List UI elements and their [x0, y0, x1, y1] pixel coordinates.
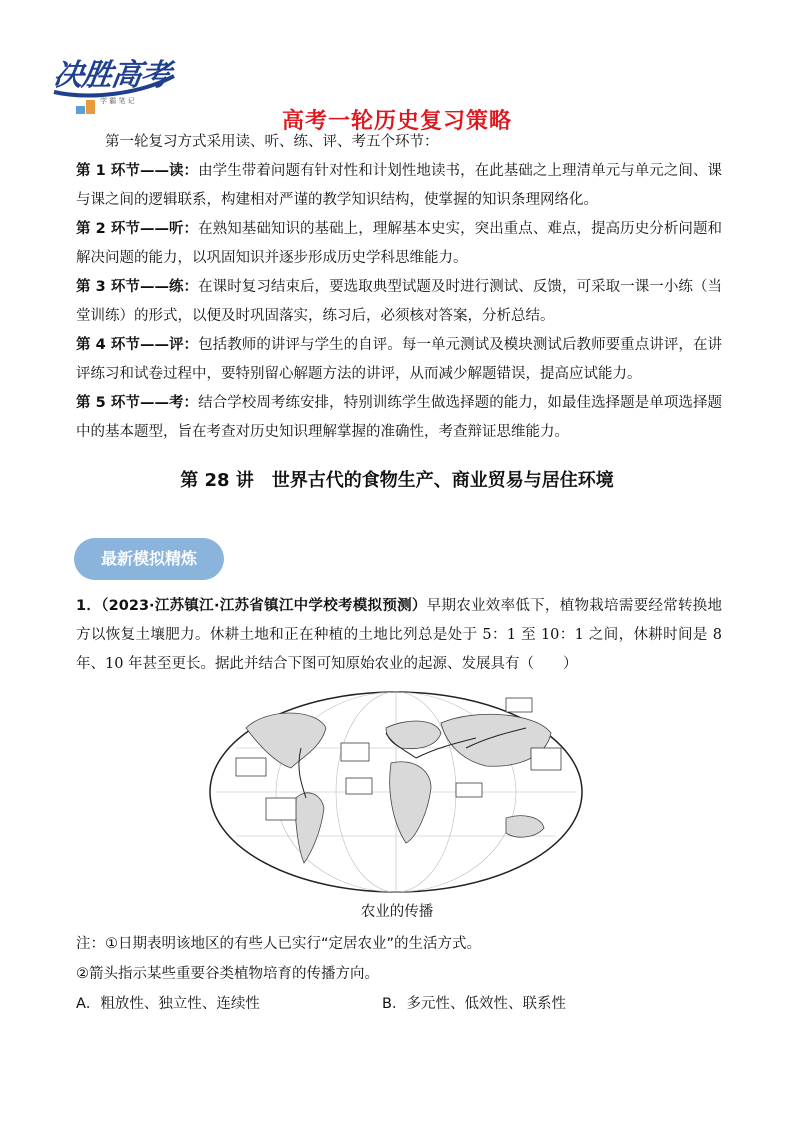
question-source: （2023·江苏镇江·江苏省镇江中学校考模拟预测） — [101, 598, 427, 614]
section-pill: 最新模拟精炼 — [74, 538, 224, 580]
intro-paragraph: 第一轮复习方式采用读、听、练、评、考五个环节： — [105, 134, 439, 150]
step-2-text: 在熟知基础知识的基础上，理解基本史实，突出重点、难点，提高历史分析问题和解决问题的能力，以巩固知识并逐步形成历史学科思维能力。 — [76, 221, 723, 266]
figure-caption: 农业的传播 — [360, 904, 434, 920]
step-5-text: 结合学校周考练安排，特别训练学生做选择题的能力，如最佳选择题是单项选择题中的基本题型，旨在考查对历史知识理解掌握的准确性，考查辩证思维能力。 — [76, 395, 723, 440]
step-1-paragraph — [76, 157, 722, 215]
step-4-paragraph — [76, 331, 722, 389]
world-map-figure — [206, 688, 586, 896]
question-1 — [76, 592, 722, 679]
document-title: 高考一轮历史复习策略 — [281, 109, 512, 134]
logo-subtext: 学 霸 笔 记 — [100, 97, 135, 105]
lecture-title: 第 28 讲 世界古代的食物生产、商业贸易与居住环境 — [180, 470, 614, 491]
step-3-text: 在课时复习结束后，要选取典型试题及时进行测试、反馈，可采取一课一小练（当堂训练）的形式，以便及时巩固落实，练习后，必须核对答案，分析总结。 — [76, 279, 723, 324]
step-2-label: 第 2 环节——听： — [76, 221, 199, 237]
step-3-paragraph — [76, 273, 722, 331]
step-3-label: 第 3 环节——练： — [76, 279, 199, 295]
note-1: 注：①日期表明该地区的有些人已实行“定居农业”的生活方式。 — [76, 936, 482, 952]
step-1-label: 第 1 环节——读： — [76, 163, 199, 179]
question-text: 早期农业效率低下，植物栽培需要经常转换地方以恢复土壤肥力。休耕土地和正在种植的土地比列总是处于 5：1 至 10：1 之间，休耕时间是 8 年、10 年甚至更长。据此并结合下图可知原始农业的起源、发展具有（ ） — [76, 598, 722, 672]
option-b: B．多元性、低效性、联系性 — [382, 996, 566, 1012]
step-5-label: 第 5 环节——考： — [76, 395, 199, 411]
option-a: A．粗放性、独立性、连续性 — [76, 996, 260, 1012]
question-number: 1． — [76, 598, 102, 614]
step-5-paragraph — [76, 389, 722, 447]
step-1-text: 由学生带着问题有针对性和计划性地读书，在此基础之上理清单元与单元之间、课与课之间的逻辑联系，构建相对严谨的教学知识结构，使掌握的知识条理网络化。 — [76, 163, 723, 208]
step-2-paragraph — [76, 215, 722, 273]
note-2: ②箭头指示某些重要谷类植物培育的传播方向。 — [76, 966, 379, 982]
step-4-text: 包括教师的讲评与学生的自评。每一单元测试及模块测试后教师要重点讲评，在讲评练习和试卷过程中，要特别留心解题方法的讲评，从而减少解题错误，提高应试能力。 — [76, 337, 723, 382]
logo-text: 决胜高考 — [51, 58, 172, 93]
step-4-label: 第 4 环节——评： — [76, 337, 199, 353]
